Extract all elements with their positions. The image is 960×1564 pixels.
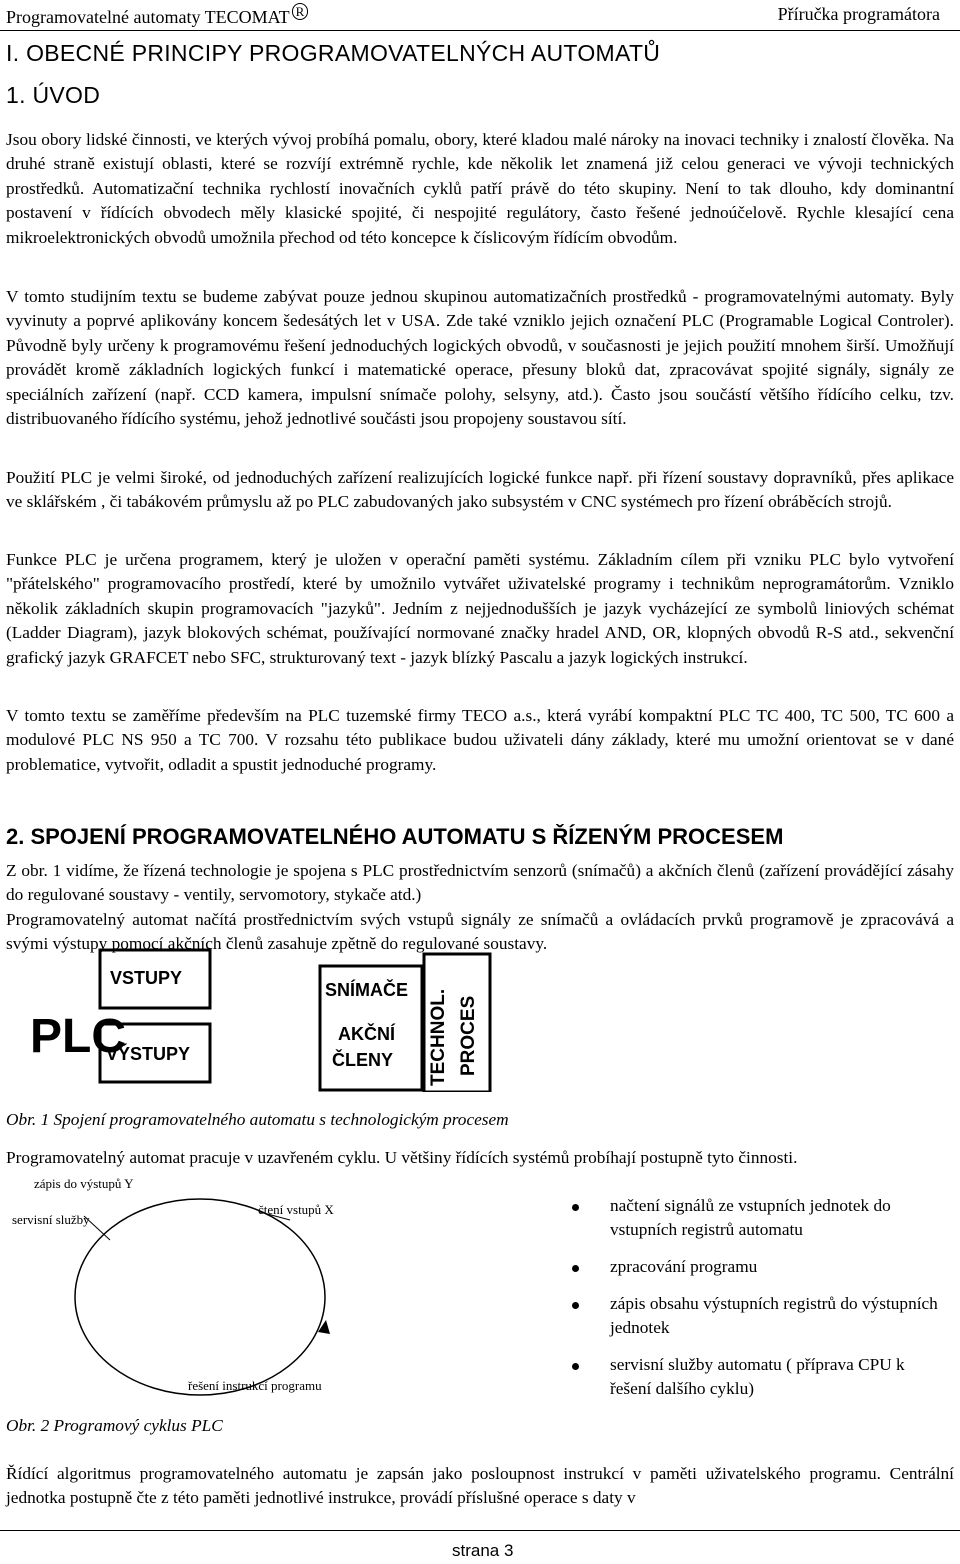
- section-1-title: 1. ÚVOD: [6, 82, 101, 108]
- cycle-label-service: servisní služby: [12, 1212, 90, 1227]
- final-paragraph: Řídící algoritmus programovatelného automatu je zapsán jako posloupnost instrukcí v paměti uživatelského programu. Centrální jednotka postupně čte z této paměti jednotlivé instrukce, provádí příslušné operace s daty v: [6, 1464, 954, 1508]
- fig1-inputs-label: VSTUPY: [110, 968, 183, 988]
- bullet-dot: [572, 1265, 579, 1272]
- figure-2-caption: Obr. 2 Programový cyklus PLC: [6, 1416, 223, 1435]
- bullet-dot: [572, 1204, 579, 1211]
- section-2-paragraph-1: Z obr. 1 vidíme, že řízená technologie je spojena s PLC prostřednictvím senzorů (snímačů) a akčních členů (zařízení provádějící zásahy do regulované soustavy - ventily, servomotory, stykače atd.): [6, 861, 954, 905]
- cycle-intro: Programovatelný automat pracuje v uzavřeném cyklu. U většiny řídících systémů probíhají postupně tyto činnosti.: [6, 1148, 798, 1167]
- figure-1-caption: Obr. 1 Spojení programovatelného automatu s technologickým procesem: [6, 1110, 509, 1129]
- fig1-plc-label: PLC: [30, 1010, 126, 1063]
- paragraph-3: Použití PLC je velmi široké, od jednoduchých zařízení realizujících logické funkce např. při řízení soustavy dopravníků, přes aplikace ve sklářském , či tabákovém průmyslu až po PLC zabudovaných jako subsystém v CNC systémech pro řízení obráběcích strojů.: [6, 468, 954, 512]
- cycle-label-write: zápis do výstupů Y: [34, 1176, 134, 1191]
- header-title: Programovatelné automaty TECOMAT: [6, 7, 290, 27]
- page-number: strana 3: [452, 1541, 514, 1560]
- fig1-actuators-line1: AKČNÍ: [338, 1024, 395, 1044]
- fig1-sensors-label: SNÍMAČE: [325, 980, 409, 1000]
- section-2-paragraph-2: Programovatelný automat načítá prostřednictvím svých vstupů signály ze snímačů a ovládacích prvků programově je zpracovává a svými výstupy pomocí akčních členů zasahuje zpětně do regulované soustavy.: [6, 910, 954, 954]
- header-right: Příručka programátora: [777, 4, 940, 24]
- list-item-text: načtení signálů ze vstupních jednotek do vstupních registrů automatu: [610, 1196, 891, 1240]
- page-header: [0, 0, 960, 31]
- paragraph-5: V tomto textu se zaměříme především na PLC tuzemské firmy TECO a.s., která vyrábí kompaktní PLC TC 400, TC 500, TC 600 a modulové PLC NS 950 a TC 700. V rozsahu této publikace budou uživateli dány základy, které mu umožní orientovat se v dané problematice, vytvořit, odladit a spustit jednoduché programy.: [6, 706, 954, 774]
- list-item-text: zpracování programu: [610, 1257, 758, 1276]
- bullet-dot: [572, 1363, 579, 1370]
- figure-1-diagram: [22, 944, 492, 1092]
- bullet-dot: [572, 1302, 579, 1309]
- registered-mark: R: [292, 3, 309, 20]
- list-item-text: zápis obsahu výstupních registrů do výstupních jednotek: [610, 1294, 938, 1338]
- cycle-label-solve: řešení instrukcí programu: [188, 1378, 322, 1393]
- cycle-label-read: čtení vstupů X: [258, 1202, 334, 1217]
- paragraph-2: V tomto studijním textu se budeme zabývat pouze jednou skupinou automatizačních prostředků - programovatelnými automaty. Byly vyvinuty a poprvé aplikovány koncem šedesátých let v USA. Zde také vzniklo jejich označení PLC (Programable Logical Controler). Původně byly určeny k programovému řešení jednoduchých logických obvodů, v současnosti je jejich použití mnohem širší. Umožňují provádět kromě základních logických funkcí i matematické operace, přesuny bloků dat, zpracovávat spojité signály, signály ze speciálních zařízení (např. CCD kamera, impulsní snímače polohy, selsyny, atd.). Často jsou součástí většího řídícího celku, tzv. distribuovaného řídícího systému, jehož jednotlivé součásti jsou propojeny soustavou sítí.: [6, 287, 954, 429]
- paragraph-1: Jsou obory lidské činnosti, ve kterých vývoj probíhá pomalu, obory, které kladou malé nároky na inovaci techniky i znalostí člověka. Na druhé straně existují oblasti, které se rozvíjí extrémně rychle, kde několik let znamená již celou generaci ve vývoji technických prostředků. Automatizační technika rychlostí inovačních cyklů patří právě do této skupiny. Není to tak dlouho, kdy dominantní postavení v řídících obvodech měly klasické spojité, či nespojité regulátory, často řešené jednoúčelově. Rychle klesající cena mikroelektronických obvodů umožnila přechod od této koncepce k číslicovým řídícím obvodům.: [6, 130, 954, 247]
- cycle-ellipse: [75, 1199, 325, 1395]
- fig1-proces-label: PROCES: [458, 995, 479, 1076]
- fig1-outputs-label: VÝSTUPY: [106, 1044, 191, 1064]
- fig1-actuators-line2: ČLENY: [332, 1050, 394, 1070]
- fig1-technol-label: TECHNOL.: [428, 988, 449, 1086]
- list-item-text: servisní služby automatu ( příprava CPU k řešení dalšího cyklu): [610, 1355, 905, 1399]
- chapter-title: I. OBECNÉ PRINCIPY PROGRAMOVATELNÝCH AUTOMATŮ: [6, 40, 661, 66]
- paragraph-4: Funkce PLC je určena programem, který je uložen v operační paměti systému. Základním cílem při vzniku PLC bylo vytvoření "přátelského" programovacího prostředí, které by umožnilo vytvářet uživatelské programy i technikům neprogramátorům. Vzniklo několik základních skupin programovacích "jazyků". Jedním z nejjednodušších je jazyk vycházející ze symbolů liniových schémat (Ladder Diagram), jazyk blokových schémat, používající normované značky hradel AND, OR, klopných obvodů R-S atd., sekvenční grafický jazyk GRAFCET nebo SFC, strukturovaný text - jazyk blízký Pascalu a jazyk logických instrukcí.: [6, 550, 954, 667]
- header-left: [6, 4, 308, 28]
- page-footer: [0, 1530, 960, 1564]
- section-2-title: 2. SPOJENÍ PROGRAMOVATELNÉHO AUTOMATU S ŘÍZENÝM PROCESEM: [6, 824, 784, 849]
